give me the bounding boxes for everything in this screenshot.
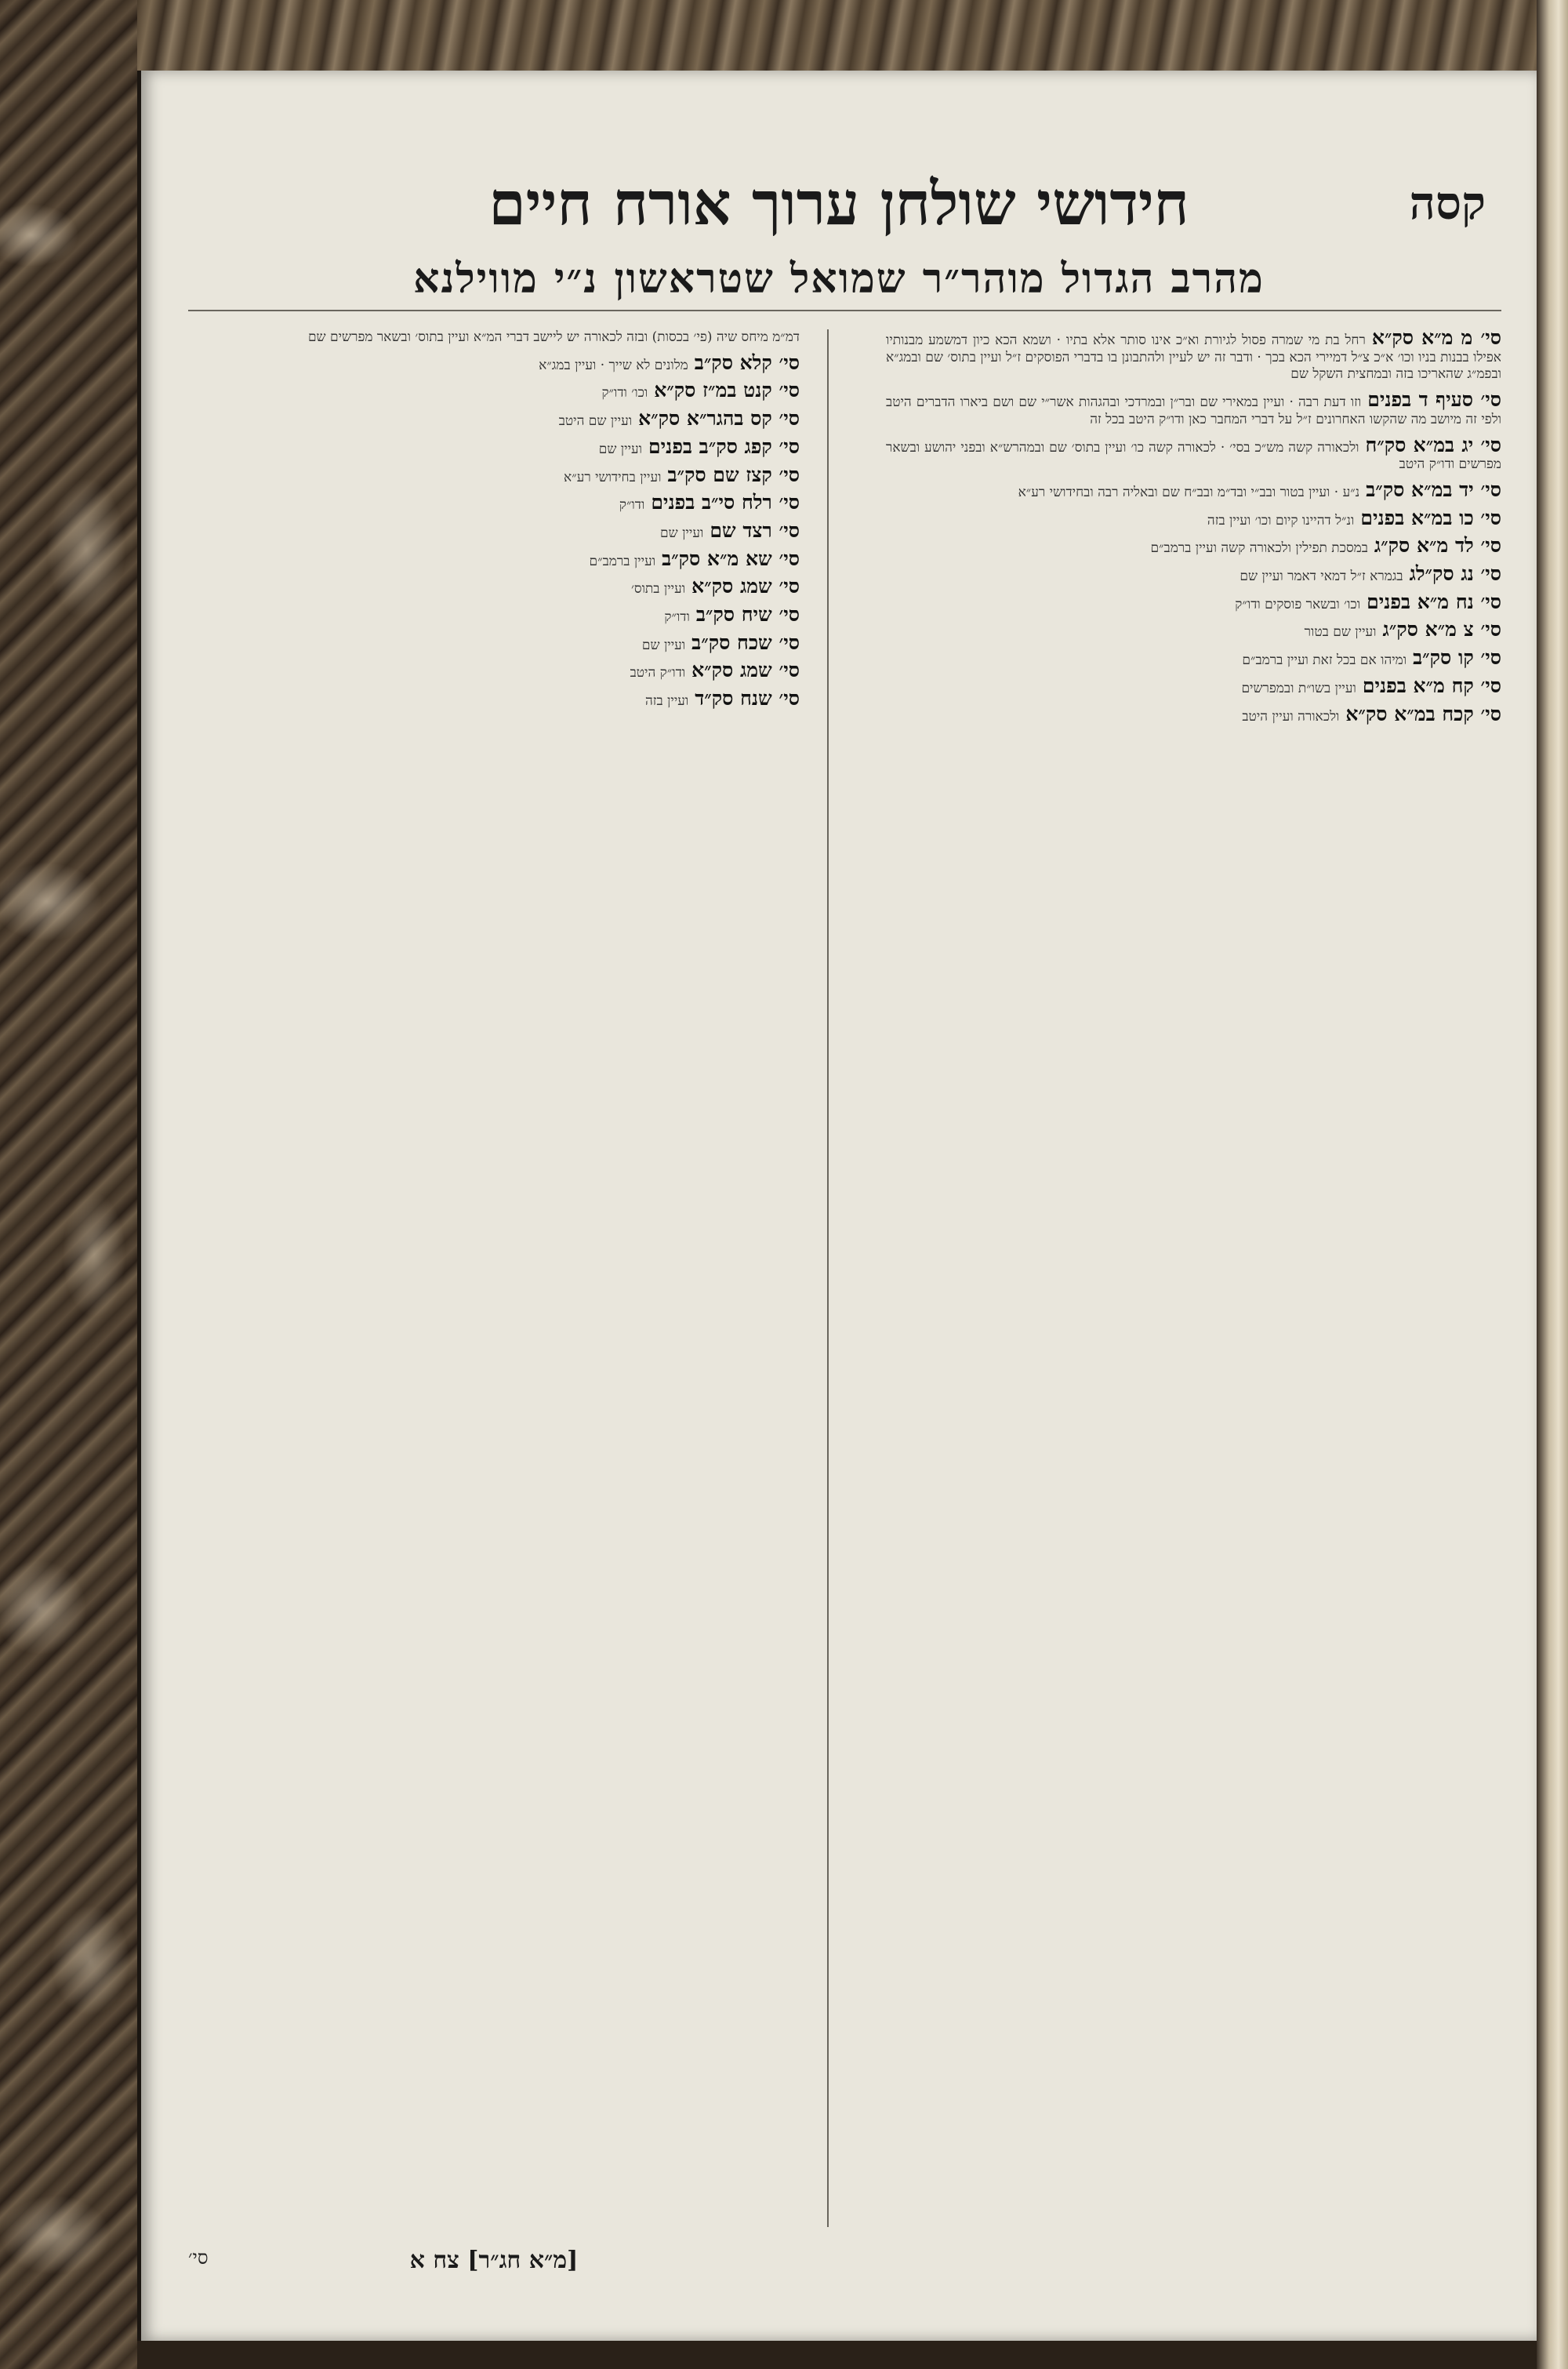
- section-heading: סי׳ קח מ״א בפנים: [1362, 674, 1501, 697]
- section-body: דמ״מ מיחס שיה (פי׳ בכסות) ובזה לכאורה יש ליישב דברי המ״א ועיין בתוס׳ ובשאר מפרשים שם: [307, 329, 800, 345]
- section-heading: סי׳ שמג סק״א: [691, 659, 800, 682]
- section-heading: סי׳ קצז שם סק״ב: [667, 463, 800, 486]
- section-body: ועיין בשו״ת ובמפרשים: [1241, 680, 1356, 696]
- section-body: ולכאורה קשה מש״כ בסי׳ · לכאורה קשה כו׳ ועיין בתוס׳ שם ובמהרש״א ובפני יהושע ובשאר מפרשים ודו״ק היטב: [886, 439, 1501, 473]
- section-heading: סי׳ סעיף ד בפנים: [1367, 388, 1501, 412]
- section-heading: סי׳ שא מ״א סק״ב: [662, 547, 800, 570]
- page-title: חידושי שולחן ערוך אורח חיים: [488, 169, 1189, 238]
- section-body: ועיין בחידושי רע״א: [564, 469, 662, 485]
- signature-mark: [מ״א חג״ר] צח א: [409, 2247, 579, 2274]
- section-body: וזו דעת רבה · ועיין במאירי שם ובר״ן ובמרדכי ובהגהות אשר״י שם ושם ביארו הדברים היטב ולפי זה מיושב מה שהקשו האחרונים ז״ל על דברי המחבר כאן ודו״ק היטב בכל זה: [886, 394, 1501, 427]
- section-body: רחל בת מי שמרה פסול לגיורת וא״כ אינו סותר אלא בתיו · ושמא הכא כיון דמשמע מבנותיו אפילו בבנות בניו וכו׳ א״כ צ״ל דמיירי הכא בכך · ודבר זה יש לעיין ולהתבונן בו בדברי הפוסקים ז״ל ועיין בתוס׳ שם ובמג״א ובפמ״ג שהאריכו בזה ובמחצית השקל שם: [886, 332, 1501, 383]
- section-body: ועיין שם: [598, 441, 643, 457]
- section-body: ועיין שם היטב: [558, 413, 633, 430]
- section-heading: סי׳ צ מ״א סק״ג: [1382, 618, 1501, 641]
- scanned-page: [141, 71, 1537, 2341]
- section-heading: סי׳ קס בהגר״א סק״א: [638, 407, 800, 431]
- commentary-section: [188, 518, 800, 543]
- commentary-section: [886, 329, 1501, 383]
- commentary-section: [886, 618, 1501, 641]
- section-heading: סי׳ מ מ״א סק״א: [1371, 329, 1501, 349]
- page-header: [141, 169, 1537, 302]
- commentary-section: [188, 491, 800, 514]
- section-heading: סי׳ יד במ״א סק״ב: [1366, 478, 1501, 501]
- section-body: ועיין שם: [641, 637, 686, 653]
- section-body: ועיין שם: [660, 525, 704, 541]
- section-body: וכו׳ ודו״ק: [601, 385, 648, 401]
- section-heading: סי׳ שיח סק״ב: [695, 603, 800, 627]
- commentary-section: [188, 659, 800, 682]
- section-body: בגמרא ז״ל דמאי דאמר ועיין שם: [1240, 569, 1403, 585]
- section-heading: סי׳ נח מ״א בפנים: [1367, 590, 1501, 613]
- section-heading: סי׳ לד מ״א סק״ג: [1374, 534, 1501, 558]
- section-heading: סי׳ רלח סי״ב בפנים: [651, 491, 800, 514]
- section-body: ודו״ק היטב: [630, 665, 686, 681]
- commentary-section: [886, 388, 1501, 428]
- commentary-section: [188, 407, 800, 431]
- section-heading: סי׳ קפג סק״ב בפנים: [648, 434, 800, 458]
- section-body: ומיהו אם בכל זאת ועיין ברמב״ם: [1242, 652, 1407, 669]
- commentary-section: [188, 687, 800, 710]
- left-text-column: [188, 329, 800, 2235]
- commentary-section: [886, 478, 1501, 502]
- section-body: נ״ע · ועיין בטור ובב״י ובד״מ ובב״ח שם ובאליה רבה ובחידושי רע״א: [1018, 484, 1360, 500]
- commentary-section: [886, 562, 1501, 586]
- commentary-section: [886, 590, 1501, 614]
- right-text-column: [886, 329, 1501, 2235]
- commentary-section: [188, 575, 800, 598]
- catchword: סי׳: [188, 2247, 209, 2269]
- section-heading: סי׳ שנח סק״ד: [695, 687, 800, 710]
- commentary-section: [188, 379, 800, 402]
- commentary-section: [886, 506, 1501, 530]
- commentary-section: [886, 702, 1501, 726]
- section-body: ועיין ברמב״ם: [589, 553, 656, 569]
- commentary-section: [188, 630, 800, 655]
- facing-page-edge: [1537, 0, 1568, 2369]
- commentary-section: [188, 329, 800, 347]
- commentary-section: [188, 547, 800, 571]
- section-heading: סי׳ כו במ״א בפנים: [1360, 506, 1501, 529]
- section-heading: סי׳ שכח סק״ב: [691, 630, 800, 654]
- commentary-section: [188, 603, 800, 627]
- column-divider: [827, 329, 829, 2227]
- section-heading: סי׳ קנט במ״ז סק״א: [654, 379, 800, 402]
- section-body: ולכאורה ועיין היטב: [1242, 708, 1340, 725]
- page-subtitle: מהרב הגדול מוהר״ר שמואל שטראשון נ״י מווילנא: [413, 255, 1265, 303]
- header-rule: [188, 310, 1501, 311]
- section-heading: סי׳ קו סק״ב: [1413, 646, 1501, 670]
- section-body: ודו״ק: [664, 609, 690, 626]
- section-heading: סי׳ קכח במ״א סק״א: [1345, 702, 1501, 725]
- commentary-section: [886, 674, 1501, 698]
- commentary-section: [188, 463, 800, 487]
- commentary-section: [886, 646, 1501, 670]
- section-heading: סי׳ נג סק״לג: [1409, 562, 1501, 586]
- section-body: מלונים לא שייך · ועיין במג״א: [539, 357, 688, 373]
- section-heading: סי׳ קלא סק״ב: [694, 351, 800, 374]
- section-heading: סי׳ שמג סק״א: [691, 575, 800, 598]
- section-heading: סי׳ רצד שם: [710, 518, 800, 542]
- text-columns: [141, 329, 1537, 2235]
- section-body: וכו׳ ובשאר פוסקים ודו״ק: [1235, 596, 1361, 612]
- commentary-section: [188, 434, 800, 459]
- folio-number: קסה: [1409, 176, 1486, 230]
- section-body: ועיין בזה: [644, 693, 689, 710]
- commentary-section: [188, 351, 800, 375]
- page-footer: [188, 2247, 800, 2286]
- book-binding-top: [137, 0, 1541, 71]
- section-body: במסכת תפילין ולכאורה קשה ועיין ברמב״ם: [1150, 540, 1368, 557]
- section-heading: סי׳ יג במ״א סק״ח: [1365, 433, 1501, 456]
- section-body: ונ״ל דהיינו קיום וכו׳ ועיין בזה: [1207, 512, 1355, 529]
- section-body: ועיין בתוס׳: [630, 581, 686, 598]
- section-body: ודו״ק: [619, 497, 645, 514]
- section-body: ועיין שם בטור: [1304, 624, 1377, 641]
- book-binding-bottom: [137, 2341, 1541, 2369]
- book-binding-left: [0, 0, 137, 2369]
- commentary-section: [886, 534, 1501, 558]
- commentary-section: [886, 433, 1501, 474]
